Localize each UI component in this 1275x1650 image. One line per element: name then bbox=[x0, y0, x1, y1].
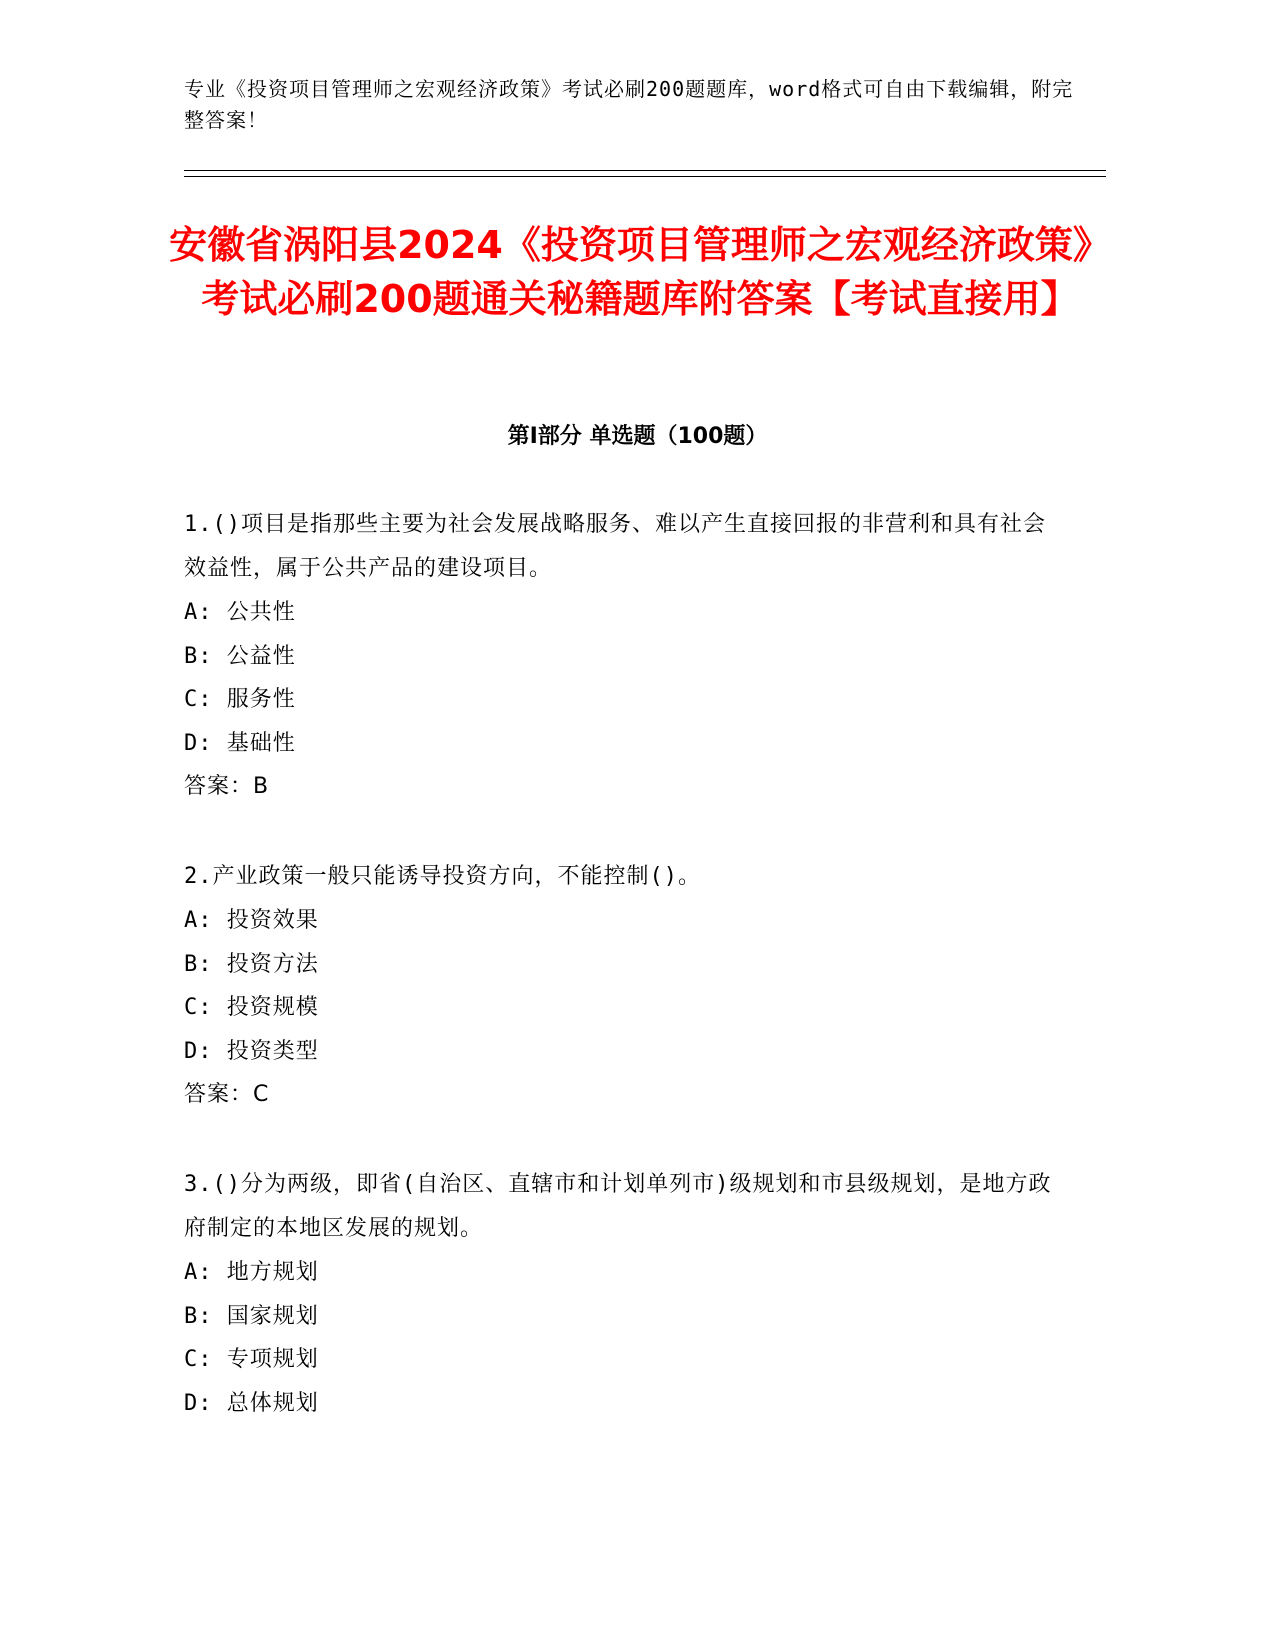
option-d: D: 投资类型 bbox=[184, 1038, 319, 1064]
document-title: 安徽省涡阳县2024《投资项目管理师之宏观经济政策》考试必刷200题通关秘籍题库附答案【考试直接用】 bbox=[169, 223, 1111, 321]
answer: 答案：B bbox=[184, 774, 270, 799]
question-spacer bbox=[184, 1117, 1064, 1160]
question-2 bbox=[184, 852, 1064, 1117]
header-note: 专业《投资项目管理师之宏观经济政策》考试必刷200题题库，word格式可自由下载编辑，附完整答案！ bbox=[184, 77, 1074, 132]
section-heading: 第Ⅰ部分 单选题（100题） bbox=[507, 424, 768, 449]
answer: 答案：C bbox=[184, 1082, 270, 1107]
option-a: A: 地方规划 bbox=[184, 1260, 319, 1285]
question-3 bbox=[184, 1160, 1064, 1425]
header-divider-top bbox=[184, 170, 1106, 171]
header-divider-bottom bbox=[184, 176, 1106, 177]
option-b: B: 国家规划 bbox=[184, 1303, 319, 1329]
question-1 bbox=[184, 500, 1064, 809]
question-stem: 3.()分为两级，即省(自治区、直辖市和计划单列市)级规划和市县级规划，是地方政府制定的本地区发展的规划。 bbox=[184, 1172, 1052, 1241]
question-spacer bbox=[184, 809, 1064, 852]
option-c: C: 专项规划 bbox=[184, 1347, 319, 1372]
option-c: C: 投资规模 bbox=[184, 995, 319, 1020]
question-stem: 1.()项目是指那些主要为社会发展战略服务、难以产生直接回报的非营利和具有社会效益性，属于公共产品的建设项目。 bbox=[184, 512, 1046, 581]
option-d: D: 基础性 bbox=[184, 730, 296, 756]
question-stem: 2.产业政策一般只能诱导投资方向，不能控制()。 bbox=[184, 864, 701, 889]
option-d: D: 总体规划 bbox=[184, 1390, 319, 1416]
option-a: A: 投资效果 bbox=[184, 908, 319, 933]
option-c: C: 服务性 bbox=[184, 687, 296, 712]
question-list bbox=[184, 500, 1064, 1425]
option-b: B: 投资方法 bbox=[184, 951, 319, 977]
option-b: B: 公益性 bbox=[184, 643, 296, 669]
option-a: A: 公共性 bbox=[184, 600, 296, 625]
